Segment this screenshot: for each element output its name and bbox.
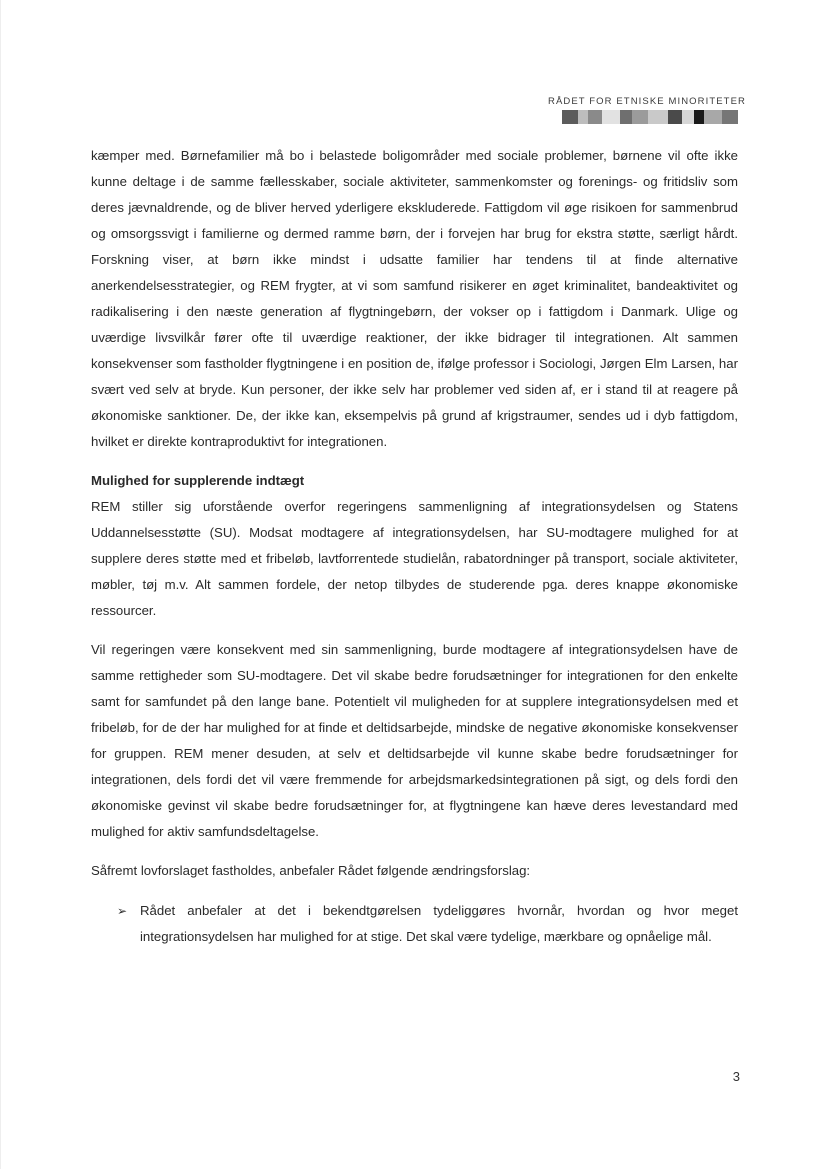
logo-color-block [682, 110, 694, 124]
logo-color-block [722, 110, 738, 124]
organization-name: RÅDET FOR ETNISKE MINORITETER [548, 96, 746, 107]
logo-color-block [694, 110, 704, 124]
logo-color-block [620, 110, 632, 124]
logo-color-block [602, 110, 620, 124]
document-body [91, 143, 738, 950]
body-paragraph: kæmper med. Børnefamilier må bo i belastede boligområder med sociale problemer, børnene vil ofte ikke kunne deltage i de samme fællesskaber, sociale aktiviteter, sammenkomster og forenings- og fritidsliv som deres jævnaldrende, og de bliver herved yderligere ekskluderede. Fattigdom vil øge risikoen for sammenbrud og omsorgssvigt i familierne og dermed ramme børn, der i forvejen har brug for ekstra støtte, særligt hårdt. Forskning viser, at børn ikke mindst i udsatte familier har tendens til at finde alternative anerkendelsesstrategier, og REM frygter, at vi som samfund risikerer en øget kriminalitet, bandeaktivitet og radikalisering i den næste generation af flygtningebørn, der vokser op i fattigdom i Danmark. Ulige og uværdige livsvilkår fører ofte til uværdige reaktioner, der ikke bidrager til integrationen. Alt sammen konsekvenser som fastholder flygtningene i en position de, ifølge professor i Sociologi, Jørgen Elm Larsen, har svært ved selv at bryde. Kun personer, der ikke selv har problemer ved siden af, er i stand til at reagere på økonomiske sanktioner. De, der ikke kan, eksempelvis på grund af krigstraumer, sendes ud i dyb fattigdom, hvilket er direkte kontraproduktivt for integrationen. [91, 148, 738, 449]
recommendation-text: Rådet anbefaler at det i bekendtgørelsen tydeliggøres hvornår, hvordan og hvor meget integrationsydelsen har mulighed for at stige. Det skal være tydelige, mærkbare og opnåelige mål. [140, 903, 738, 944]
logo-color-block [588, 110, 602, 124]
arrow-bullet-icon: ➢ [117, 904, 128, 918]
body-paragraph: Såfremt lovforslaget fastholdes, anbefaler Rådet følgende ændringsforslag: [91, 863, 531, 878]
logo-color-block [668, 110, 682, 124]
letterhead [548, 96, 746, 124]
recommendation-list-item [91, 898, 738, 950]
logo-color-block [578, 110, 588, 124]
logo-color-block [648, 110, 668, 124]
section-heading: Mulighed for supplerende indtægt [91, 473, 305, 488]
page-number: 3 [732, 1069, 740, 1084]
logo-color-block [632, 110, 648, 124]
body-paragraph: REM stiller sig uforstående overfor regeringens sammenligning af integrationsydelsen og Statens Uddannelsesstøtte (SU). Modsat modtagere af integrationsydelsen, har SU-modtagere mulighed for at supplere deres støtte med et fribeløb, lavtforrentede studielån, rabatordninger på transport, sociale aktiviteter, møbler, tøj m.v. Alt sammen fordele, der netop tilbydes de studerende pga. deres knappe økonomiske ressourcer. [91, 499, 738, 618]
logo-color-bar [548, 110, 738, 124]
logo-color-block [562, 110, 578, 124]
logo-color-block [704, 110, 722, 124]
body-paragraph: Vil regeringen være konsekvent med sin sammenligning, burde modtagere af integrationsydelsen have de samme rettigheder som SU-modtagere. Det vil skabe bedre forudsætninger for integrationen for den enkelte samt for samfundet på den lange bane. Potentielt vil muligheden for at supplere integrationsydelsen med et fribeløb, for de der har mulighed for at finde et deltidsarbejde, mindske de negative økonomiske konsekvenser for gruppen. REM mener desuden, at selv et deltidsarbejde vil kunne skabe bedre forudsætninger for integrationen, dels fordi det vil være fremmende for arbejdsmarkedsintegrationen på sigt, og dels fordi den økonomiske gevinst vil skabe bedre forudsætninger for, at flygtningene kan hæve deres levestandard med mulighed for aktiv samfundsdeltagelse. [91, 642, 738, 839]
